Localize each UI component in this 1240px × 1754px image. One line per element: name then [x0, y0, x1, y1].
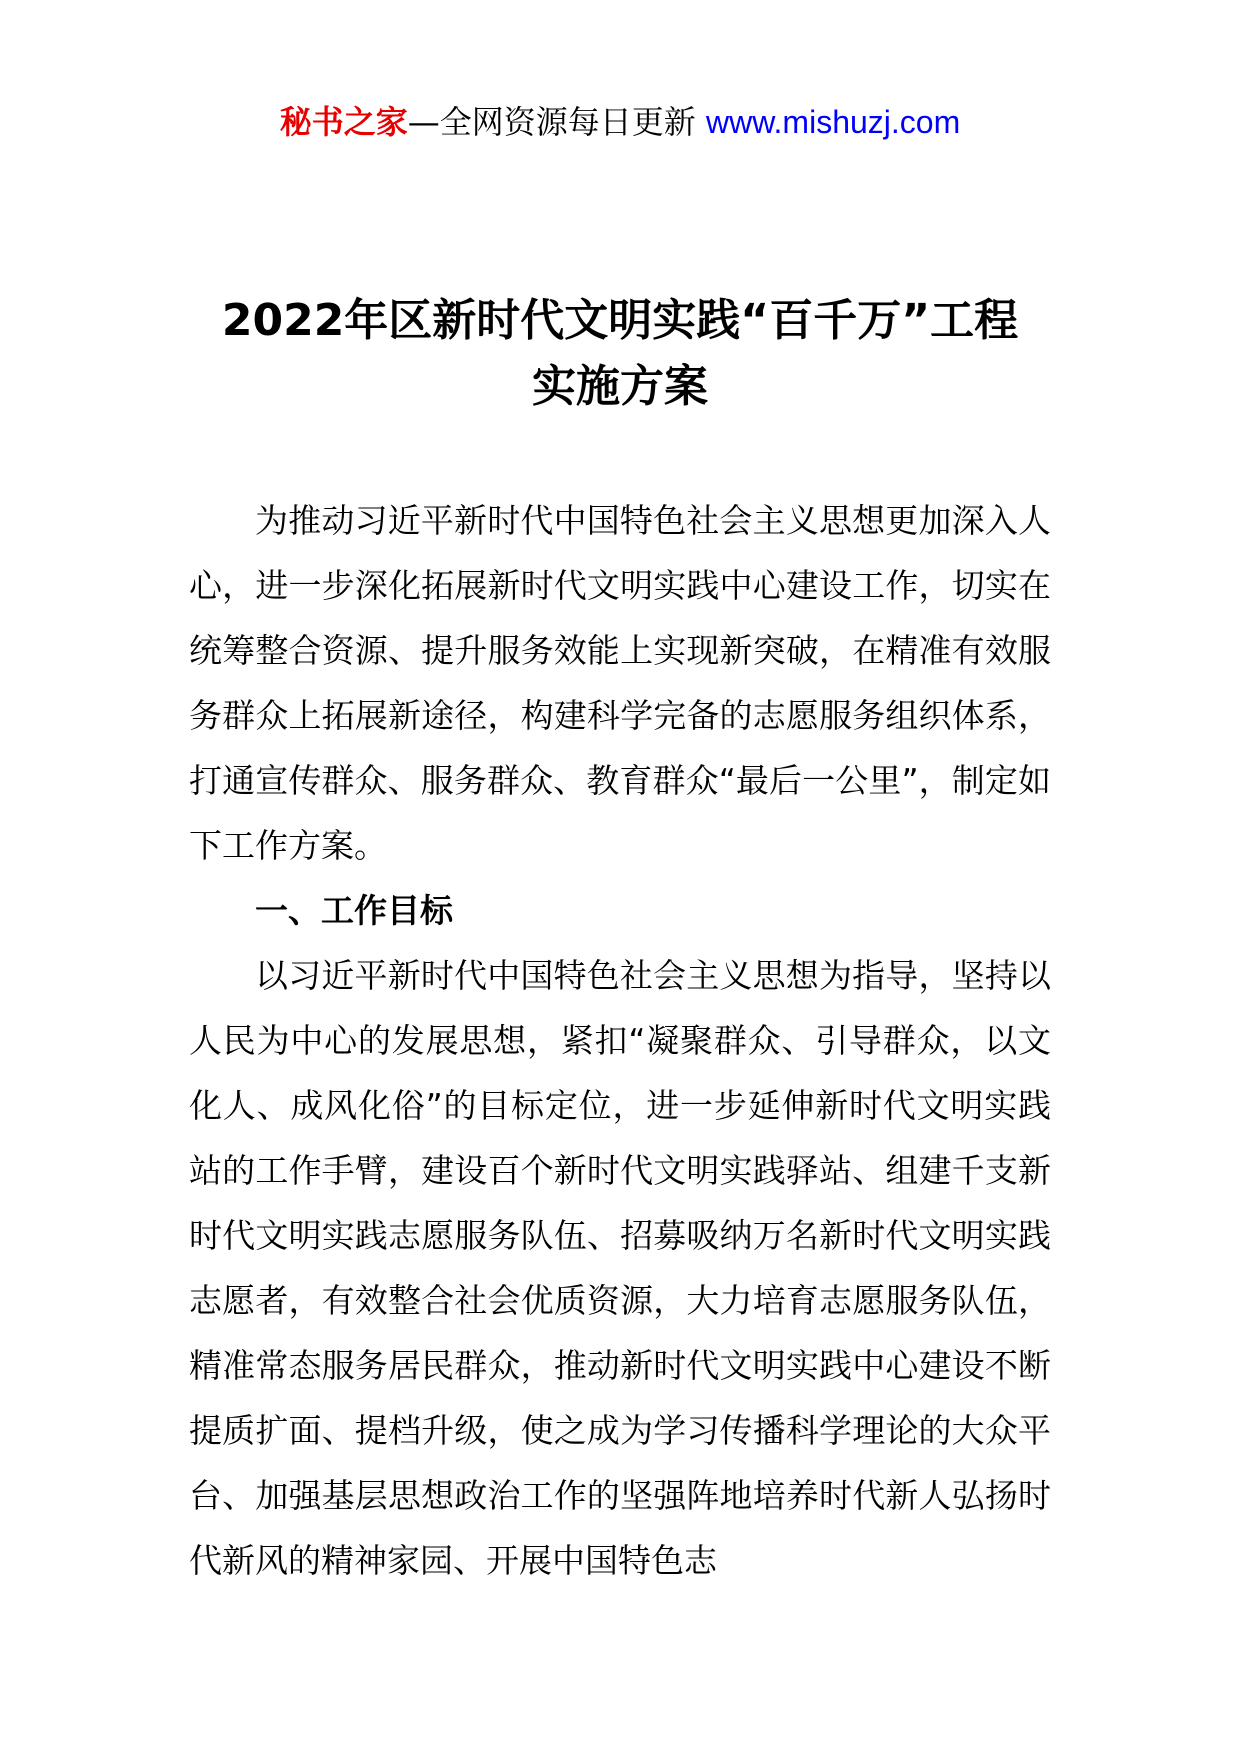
header-slogan: —全网资源每日更新	[407, 103, 696, 141]
page-header	[0, 100, 1240, 144]
section-heading-goals: 一、工作目标	[255, 891, 453, 930]
title-line-1: 2022年区新时代文明实践“百千万”工程	[221, 295, 1019, 346]
goals-paragraph: 以习近平新时代中国特色社会主义思想为指导，坚持以人民为中心的发展思想，紧扣“凝聚群众、引导群众，以文化人、成风化俗”的目标定位，进一步延伸新时代文明实践站的工作手臂，建设百个新时代文明实践驿站、组建千支新时代文明实践志愿服务队伍、招募吸纳万名新时代文明实践志愿者，有效整合社会优质资源，大力培育志愿服务队伍，精准常态服务居民群众，推动新时代文明实践中心建设不断提质扩面、提档升级，使之成为学习传播科学理论的大众平台、加强基层思想政治工作的坚强阵地培养时代新人弘扬时代新风的精神家园、开展中国特色志	[189, 956, 1051, 1580]
intro-paragraph: 为推动习近平新时代中国特色社会主义思想更加深入人心，进一步深化拓展新时代文明实践中心建设工作，切实在统筹整合资源、提升服务效能上实现新突破，在精准有效服务群众上拓展新途径，构建科学完备的志愿服务组织体系，打通宣传群众、服务群众、教育群众“最后一公里”，制定如下工作方案。	[189, 501, 1051, 865]
brand-name: 秘书之家	[279, 103, 408, 141]
website-link[interactable]: www.mishuzj.com	[705, 104, 961, 140]
title-line-2: 实施方案	[532, 361, 708, 412]
document-title	[120, 288, 1120, 420]
document-body	[189, 488, 1051, 1593]
